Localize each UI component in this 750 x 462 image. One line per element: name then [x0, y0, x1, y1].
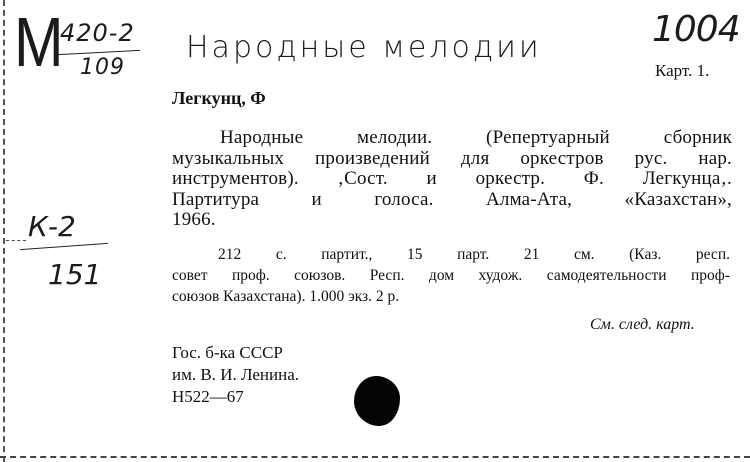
- description-line: инструментов). ‚Сост. и оркестр. Ф. Легкунца‚.: [172, 168, 732, 189]
- bibliographic-description: [172, 128, 732, 231]
- punch-hole: [354, 376, 400, 426]
- library-line: им. В. И. Ленина.: [172, 365, 300, 384]
- handwritten-shelf-mark-bottom: 109: [80, 55, 125, 80]
- handwritten-index-letter: M: [14, 3, 64, 81]
- physical-line: совет проф. союзов. Респ. дом худож. самодеятельности проф-: [172, 267, 730, 284]
- card-left-edge: [3, 0, 5, 462]
- author-heading: Легкунц, Ф: [172, 88, 266, 108]
- library-imprint: [172, 342, 299, 408]
- handwritten-title: Народные мелодии: [186, 30, 542, 65]
- description-line: Народные мелодии. (Репертуарный сборник: [220, 127, 732, 148]
- physical-line: союзов Казахстана). 1.000 экз. 2 р.: [172, 288, 400, 305]
- handwritten-number: 1004: [652, 9, 740, 50]
- physical-description: [172, 244, 730, 307]
- card-bottom-edge: [0, 456, 750, 458]
- library-line: Н522—67: [172, 387, 244, 406]
- handwritten-shelf-mark-top: 420-2: [60, 19, 135, 47]
- handwritten-location-bottom: 151: [48, 258, 102, 291]
- handwritten-location-top: К-2: [28, 210, 76, 243]
- see-next-card-note: См. след. карт.: [590, 316, 695, 333]
- location-divider: [20, 243, 108, 250]
- physical-line: 212 с. партит., 15 парт. 21 см. (Каз. респ.: [218, 246, 730, 263]
- description-line: Партитура и голоса. Алма-Ата, «Казахстан»,: [172, 188, 732, 210]
- library-line: Гос. б-ка СССР: [172, 343, 283, 362]
- edge-mark: [6, 240, 26, 241]
- card-number: Карт. 1.: [655, 61, 710, 80]
- description-line: музыкальных произведений для оркестров рус. нар.: [172, 147, 732, 169]
- description-line: 1966.: [172, 209, 216, 230]
